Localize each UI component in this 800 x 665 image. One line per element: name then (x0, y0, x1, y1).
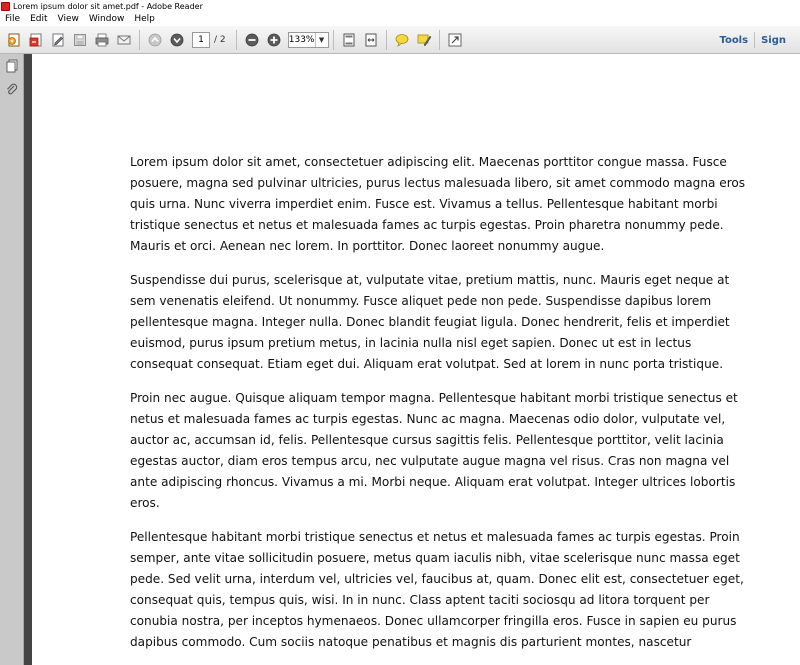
edit-button[interactable] (48, 30, 68, 50)
attachments-button[interactable] (0, 78, 24, 102)
zoom-out-button[interactable] (242, 30, 262, 50)
page-text (130, 152, 755, 665)
zoom-in-icon (266, 32, 282, 48)
open-icon (28, 32, 44, 48)
create-pdf-button[interactable] (4, 30, 24, 50)
page-number-input[interactable]: 1 (192, 32, 210, 48)
chevron-down-icon[interactable]: ▼ (315, 33, 328, 47)
toolbar-separator (439, 30, 440, 50)
print-icon (94, 32, 110, 48)
paragraph: Lorem ipsum dolor sit amet, consectetuer adipiscing elit. Maecenas porttitor congue massa. Fusce posuere, magna sed pulvinar ultricies, purus lectus malesuada libero, sit amet commodo magna eros quis urna. Nunc viverra imperdiet enim. Fusce est. Vivamus a tellus. Pellentesque habitant morbi tristique senectus et netus et malesuada fames ac turpis egestas. Proin pharetra nonummy pede. Mauris et orci. Aenean nec lorem. In porttitor. Donec laoreet nonummy augue. (130, 155, 746, 253)
pdf-app-icon (1, 2, 10, 11)
title-bar (0, 0, 800, 12)
toolbar-separator (333, 30, 334, 50)
zoom-out-icon (244, 32, 260, 48)
zoom-in-button[interactable] (264, 30, 284, 50)
previous-page-button[interactable] (145, 30, 165, 50)
pdf-page (32, 54, 800, 665)
open-button[interactable] (26, 30, 46, 50)
attachments-icon (5, 83, 19, 97)
highlight-icon (416, 32, 432, 48)
paragraph: Proin nec augue. Quisque aliquam tempor magna. Pellentesque habitant morbi tristique senectus et netus et malesuada fames ac turpis egestas. Nunc ac magna. Maecenas odio dolor, vulputate vel, auctor ac, accumsan id, felis. Pellentesque cursus sagittis felis. Pellentesque porttitor, velit lacinia egestas auctor, diam eros tempus arcu, nec vulputate augue magna vel risus. Cras non magna vel ante adipiscing rhoncus. Vivamus a mi. Morbi neque. Aliquam erat volutpat. Integer ultrices lobortis eros. (130, 391, 738, 510)
zoom-value: 133% (288, 34, 315, 45)
paragraph: Pellentesque habitant morbi tristique senectus et netus et malesuada fames ac turpis egestas. Proin semper, ante vitae sollicitudin posuere, metus quam iaculis nibh, vitae scelerisque nunc massa eget pede. Sed velit urna, interdum vel, ultricies vel, faucibus at, quam. Donec elit est, consectetuer eget, consequat quis, tempus quis, wisi. In in nunc. Class aptent taciti sociosqu ad litora torquent per conubia nostra, per inceptos hymenaeos. Donec ullamcorper fringilla eros. Fusce in sapien eu purus dapibus commodo. Cum sociis natoque penatibus et magnis dis parturient montes, nascetur (130, 530, 744, 649)
menu-edit[interactable]: Edit (30, 14, 48, 24)
tools-button[interactable]: Tools (719, 34, 749, 46)
email-icon (116, 32, 132, 48)
zoom-select[interactable] (288, 32, 329, 48)
page-total-label: / 2 (214, 34, 226, 45)
toolbar-separator (386, 30, 387, 50)
fit-page-icon (341, 32, 357, 48)
print-button[interactable] (92, 30, 112, 50)
comment-button[interactable] (392, 30, 412, 50)
sign-button[interactable]: Sign (761, 34, 786, 46)
fit-width-icon (363, 32, 379, 48)
page-thumbnails-button[interactable] (0, 54, 24, 78)
paragraph: Suspendisse dui purus, scelerisque at, vulputate vitae, pretium mattis, nunc. Mauris eget neque at sem venenatis eleifend. Ut nonummy. Fusce aliquet pede non pede. Suspendisse dapibus lorem pellentesque magna. Integer nulla. Donec blandit feugiat ligula. Donec hendrerit, felis et imperdiet euismod, purus ipsum pretium metus, in lacinia nulla nisl eget sapien. Donec ut est in lectus consequat consequat. Etiam eget dui. Aliquam erat volutpat. Sed at lorem in nunc porta tristique. (130, 273, 730, 371)
navigation-panel (0, 54, 24, 665)
menu-help[interactable]: Help (134, 14, 155, 24)
menu-bar (0, 12, 800, 26)
edit-icon (50, 32, 66, 48)
email-button[interactable] (114, 30, 134, 50)
create-pdf-icon (6, 32, 22, 48)
save-icon (72, 32, 88, 48)
toolbar-separator (236, 30, 237, 50)
toolbar-separator (139, 30, 140, 50)
window-title: Lorem ipsum dolor sit amet.pdf - Adobe Reader (13, 1, 203, 11)
page-thumbnails-icon (5, 59, 19, 73)
previous-page-icon (147, 32, 163, 48)
fit-page-button[interactable] (339, 30, 359, 50)
menu-file[interactable]: File (5, 14, 21, 24)
menu-window[interactable]: Window (88, 14, 125, 24)
save-button[interactable] (70, 30, 90, 50)
highlight-button[interactable] (414, 30, 434, 50)
next-page-icon (169, 32, 185, 48)
fit-width-button[interactable] (361, 30, 381, 50)
toolbar (0, 26, 800, 54)
toolbar-right (713, 26, 792, 54)
next-page-button[interactable] (167, 30, 187, 50)
full-screen-icon (447, 32, 463, 48)
menu-view[interactable]: View (57, 14, 79, 24)
full-screen-button[interactable] (445, 30, 465, 50)
comment-icon (394, 32, 410, 48)
document-viewport[interactable] (24, 54, 800, 665)
